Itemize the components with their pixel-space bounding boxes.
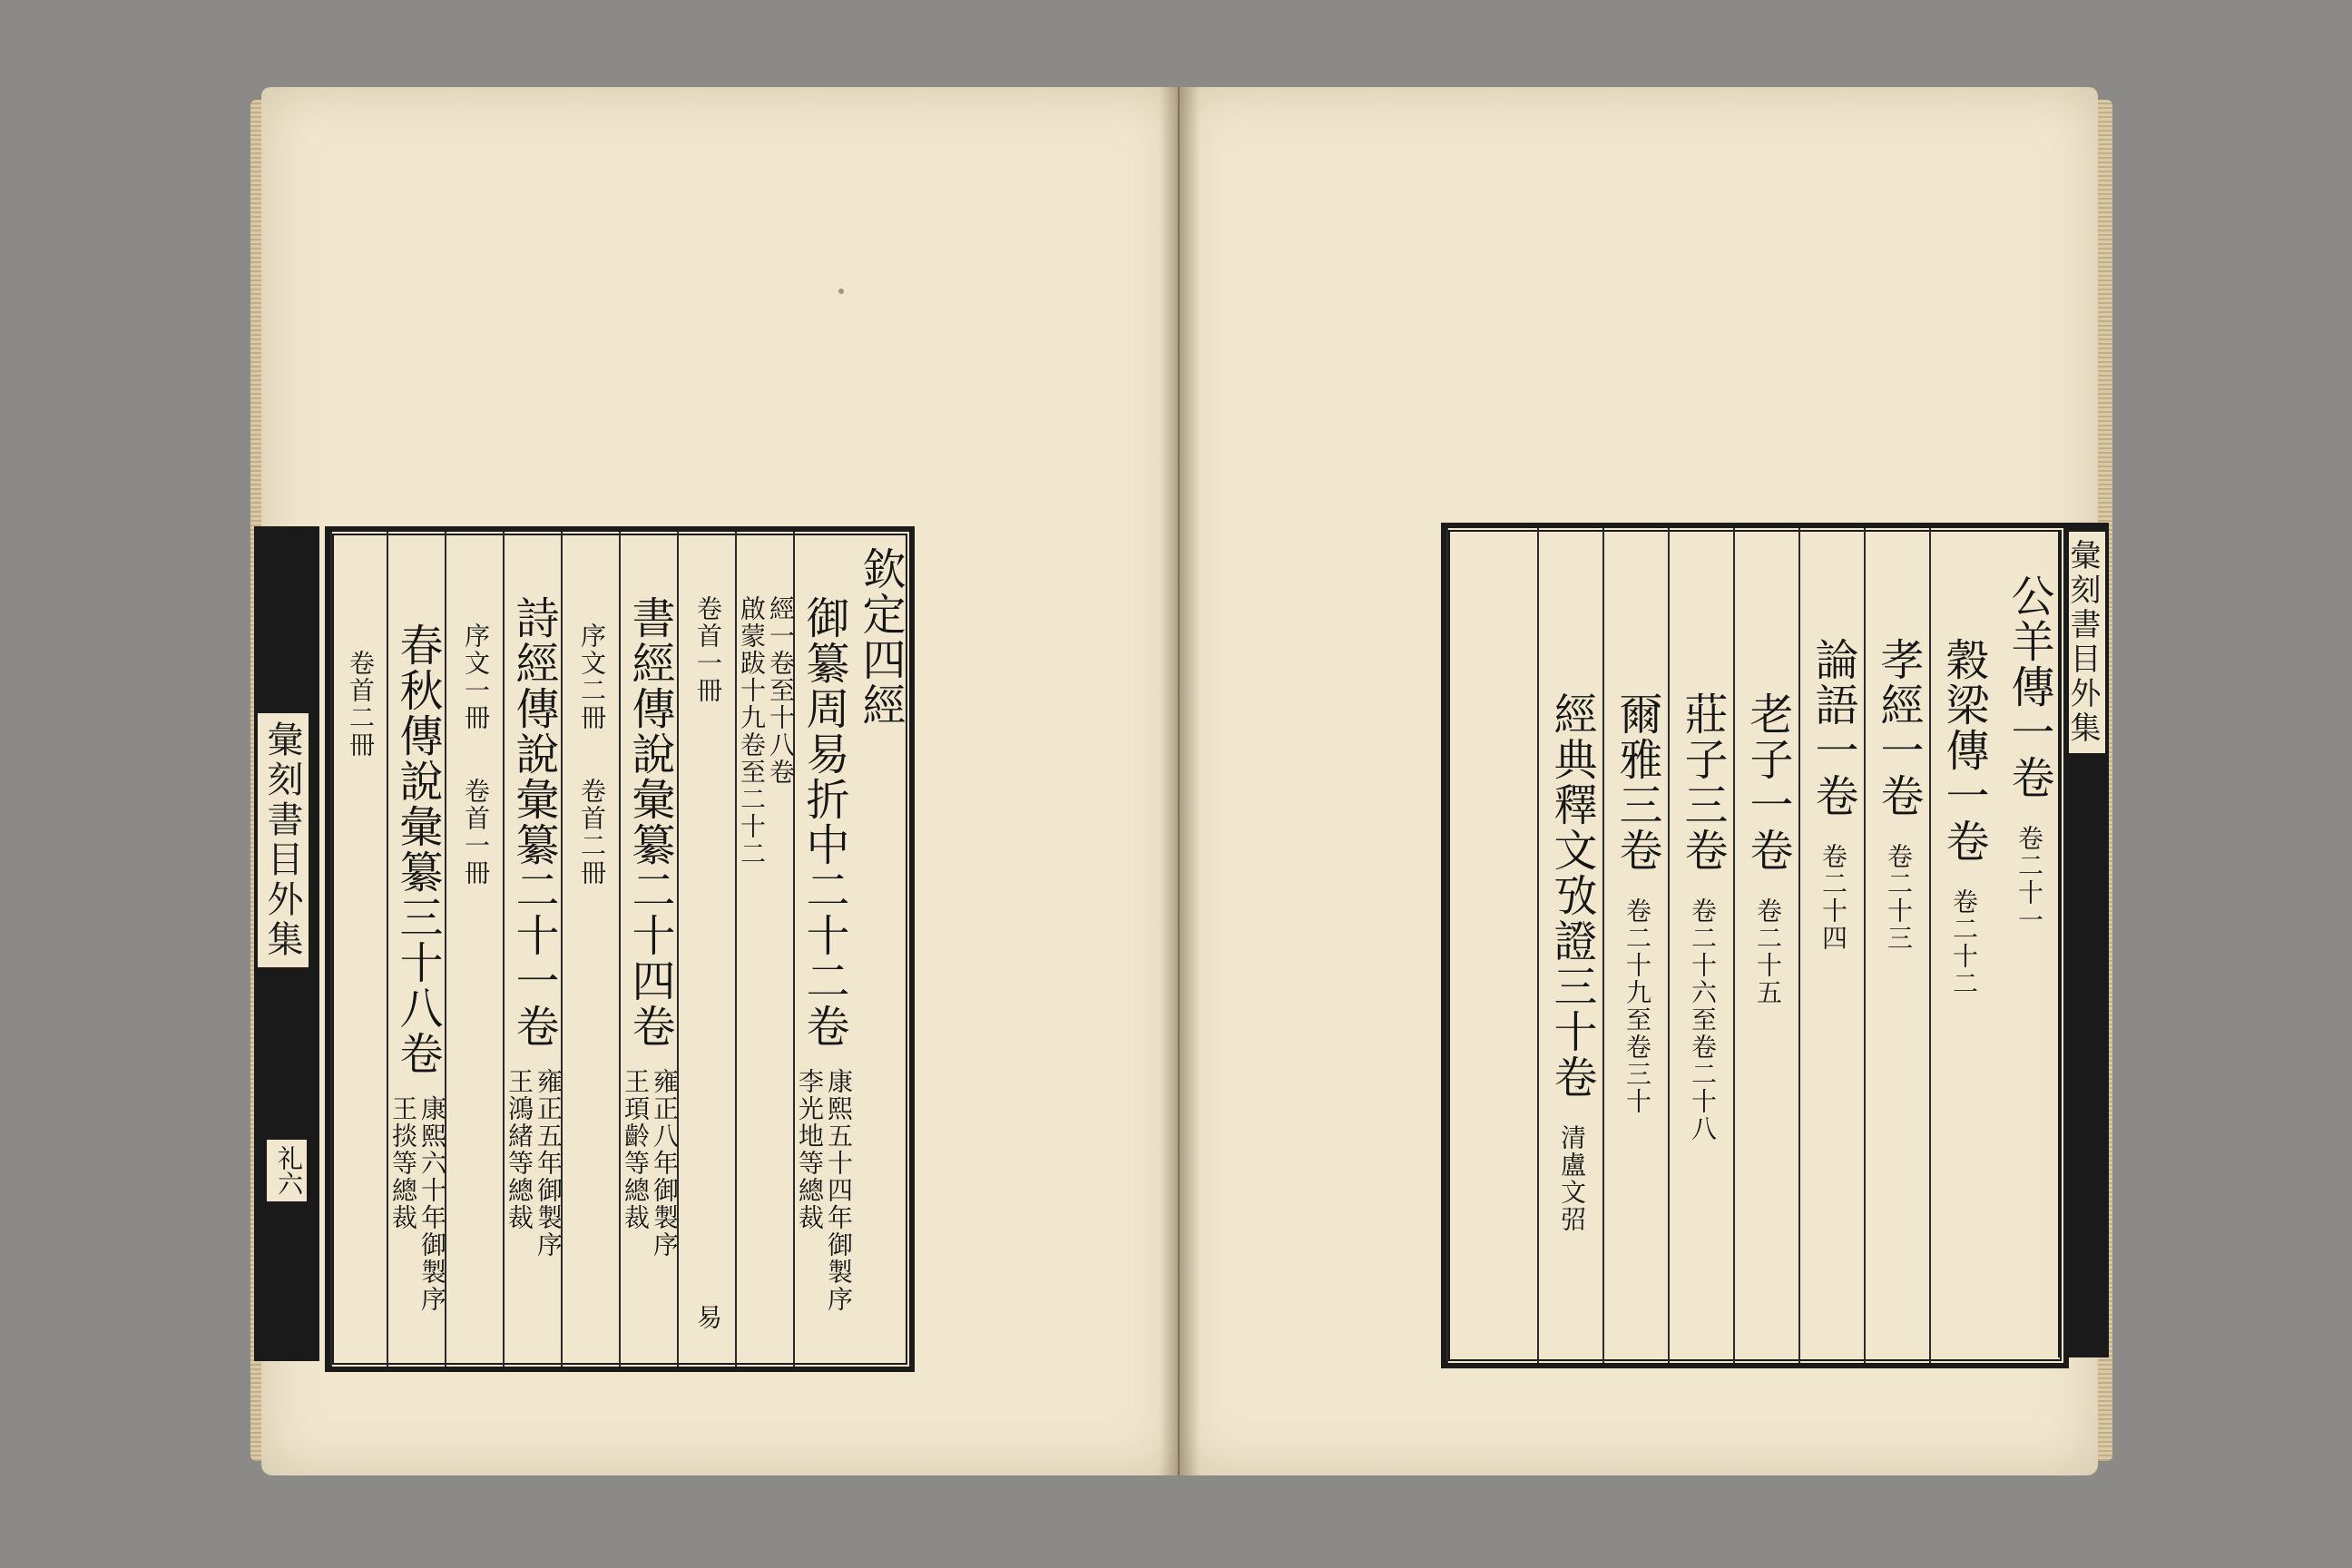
col-note: 易 xyxy=(693,1304,723,1331)
left-page xyxy=(261,87,1178,1475)
left-col-3 xyxy=(735,532,795,1367)
col-main-text: 御纂周易折中二十二卷 xyxy=(799,595,849,1049)
col-note: 卷二十五 xyxy=(1753,897,1783,1006)
col-main-text: 公羊傳一卷 xyxy=(2004,573,2054,800)
col-note: 卷二十一 xyxy=(2014,825,2044,934)
col-note: 雍正五年御製序 xyxy=(534,1068,564,1259)
col-note: 卷首二冊 xyxy=(577,778,607,887)
col-main-text: 老子一卷 xyxy=(1742,691,1793,873)
right-col-9 xyxy=(1446,528,1539,1363)
left-col-1 xyxy=(851,532,909,1367)
col-note: 卷二十四 xyxy=(1818,843,1848,952)
col-note: 序文二冊 xyxy=(577,622,607,731)
right-col-5 xyxy=(1733,528,1800,1363)
left-col-9 xyxy=(387,532,446,1367)
col-main-text: 孝經一卷 xyxy=(1873,637,1924,818)
right-col-3 xyxy=(1864,528,1931,1363)
left-folio: 礼六 xyxy=(267,1140,307,1201)
right-col-2 xyxy=(1929,528,1996,1363)
right-col-7 xyxy=(1602,528,1670,1363)
col-note: 卷首一冊 xyxy=(461,778,491,887)
right-print-frame xyxy=(1441,523,2069,1368)
col-note: 卷二十六至卷二十八 xyxy=(1688,897,1718,1142)
left-tab-title: 彙刻書目外集 xyxy=(258,713,309,967)
col-note: 雍正八年御製序 xyxy=(650,1068,680,1259)
col-note: 王掞等總裁 xyxy=(388,1095,418,1231)
paper-stain xyxy=(838,289,844,294)
col-main-text: 論語一卷 xyxy=(1808,637,1858,818)
left-print-frame xyxy=(325,526,915,1372)
right-tab-title: 彙刻書目外集 xyxy=(2062,532,2105,753)
col-main-text: 書經傳說彙纂二十四卷 xyxy=(624,595,675,1049)
left-col-7 xyxy=(503,532,563,1367)
col-main-text: 詩經傳說彙纂二十一卷 xyxy=(508,595,559,1049)
right-col-1 xyxy=(1994,528,2063,1363)
col-main-text: 春秋傳說彙纂三十八卷 xyxy=(392,622,443,1076)
col-note: 經一卷至十八卷 xyxy=(766,595,796,786)
col-main-text: 穀梁傳一卷 xyxy=(1938,637,1989,864)
right-col-8 xyxy=(1537,528,1604,1363)
left-col-10 xyxy=(330,532,388,1367)
col-note: 王鴻緒等總裁 xyxy=(505,1068,534,1231)
col-note: 清盧文弨 xyxy=(1557,1124,1587,1233)
col-main-text: 欽定四經 xyxy=(855,546,906,728)
right-col-6 xyxy=(1668,528,1735,1363)
col-main-text: 莊子三卷 xyxy=(1677,691,1728,873)
left-col-5 xyxy=(619,532,679,1367)
left-col-6 xyxy=(561,532,621,1367)
col-main-text: 爾雅三卷 xyxy=(1612,691,1662,873)
left-col-8 xyxy=(445,532,505,1367)
col-main-text: 經典釋文攷證三十卷 xyxy=(1546,691,1597,1100)
right-page xyxy=(1180,87,2101,1475)
col-note: 序文一冊 xyxy=(461,622,491,731)
col-note: 卷二十九至卷三十 xyxy=(1622,897,1652,1115)
open-book xyxy=(261,87,2101,1475)
col-note: 王頊齡等總裁 xyxy=(621,1068,651,1231)
book-gutter xyxy=(1160,87,1200,1475)
col-note: 卷二十二 xyxy=(1949,888,1979,997)
col-note: 啟蒙跋十九卷至二十二 xyxy=(737,595,767,867)
left-col-4 xyxy=(677,532,737,1367)
col-note: 康熙六十年御製序 xyxy=(417,1095,447,1313)
col-note: 卷首一冊 xyxy=(693,595,723,704)
col-note: 康熙五十四年御製序 xyxy=(824,1068,854,1313)
left-col-2 xyxy=(793,532,853,1367)
col-note: 李光地等總裁 xyxy=(795,1068,825,1231)
right-col-4 xyxy=(1798,528,1866,1363)
col-note: 卷二十三 xyxy=(1884,843,1914,952)
col-note: 卷首二冊 xyxy=(346,650,376,759)
